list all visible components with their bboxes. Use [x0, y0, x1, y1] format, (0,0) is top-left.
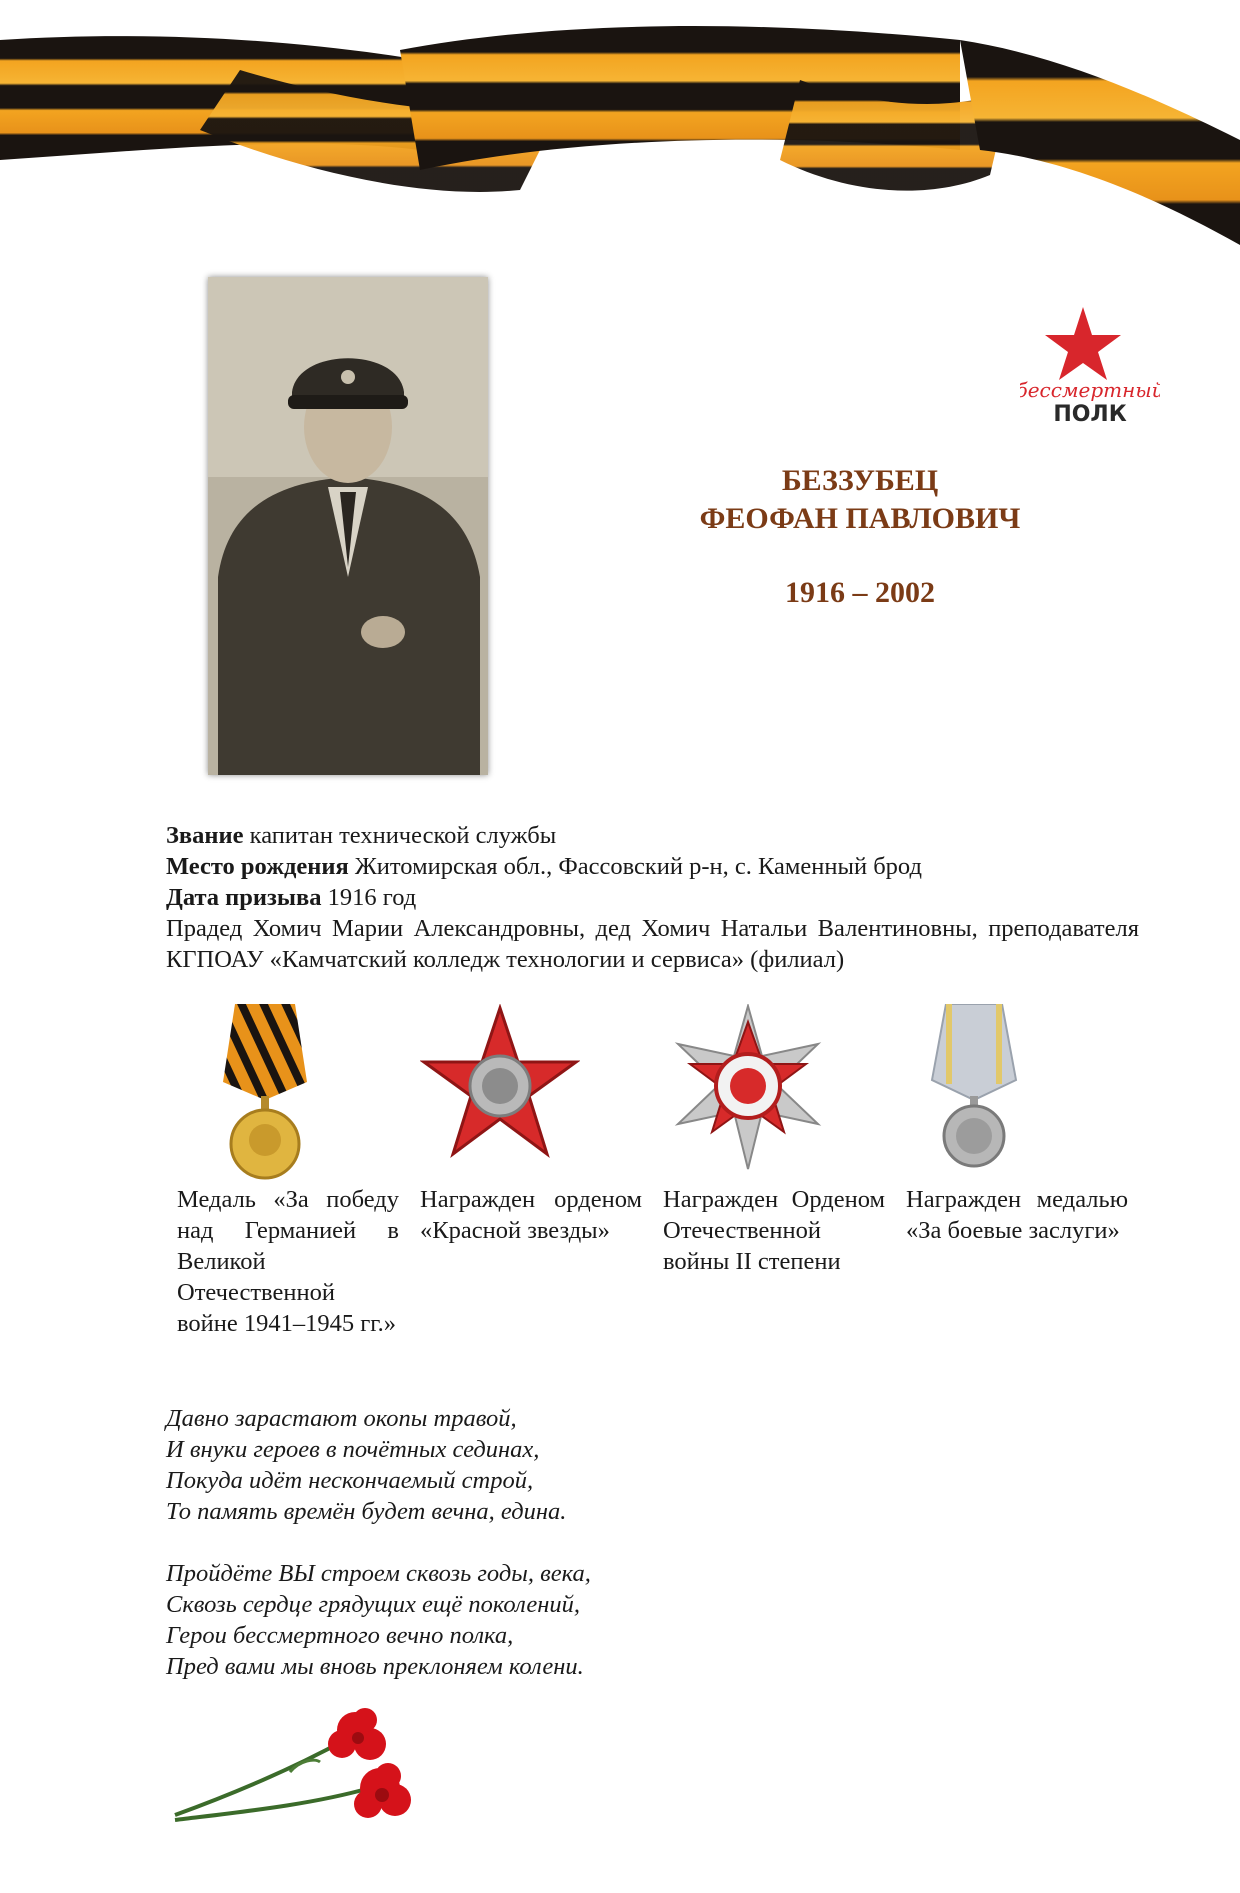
poem-line: То память времён будет вечна, едина. — [166, 1498, 567, 1525]
award-4-caption: Награжден медалью «За боевые заслуги» — [906, 1186, 1128, 1244]
award-2-caption: Награжден орденом «Красной звезды» — [420, 1186, 642, 1244]
poem-line: Сквозь сердце грядущих ещё поколений, — [166, 1591, 581, 1618]
logo-line2: ПОЛК — [1053, 402, 1127, 425]
poem — [166, 1403, 866, 1713]
victory-over-germany-medal-icon — [215, 1004, 315, 1184]
surname: БЕЗЗУБЕЦ — [781, 464, 939, 497]
poem-stanza-2 — [166, 1558, 866, 1682]
immortal-regiment-logo — [1020, 305, 1160, 425]
poem-line: Покуда идёт нескончаемый строй, — [166, 1467, 534, 1494]
info-block — [166, 820, 1139, 975]
awards-row — [0, 1004, 1240, 1394]
order-of-patriotic-war-icon — [666, 1004, 831, 1174]
portrait-photo — [208, 277, 488, 775]
st-george-ribbon-icon — [0, 0, 1240, 250]
draft-label: Дата призыва — [166, 884, 322, 911]
given-names: ФЕОФАН ПАВЛОВИЧ — [699, 502, 1021, 536]
logo-line1: бессмертный — [1020, 378, 1160, 402]
award-1-caption: Медаль «За победу над Германией в Великой Отечественной войне 1941–1945 гг.» — [177, 1186, 399, 1337]
poem-line: Пройдёте ВЫ строем сквозь годы, века, — [166, 1560, 591, 1587]
life-years: 1916 – 2002 — [785, 576, 935, 610]
poem-line: Герои бессмертного вечно полка, — [166, 1622, 514, 1649]
poem-line: Пред вами мы вновь преклоняем колени. — [166, 1653, 584, 1680]
birthplace-line — [166, 851, 1139, 882]
rank-value: капитан технической службы — [249, 822, 557, 849]
immortal-regiment-star-icon — [1045, 307, 1121, 380]
birthplace-label: Место рождения — [166, 853, 349, 880]
birthplace-value: Житомирская обл., Фассовский р-н, с. Каменный брод — [354, 853, 922, 880]
relation-text: Прадед Хомич Марии Александровны, дед Хомич Натальи Валентиновны, преподавателя КГПОАУ «Камчатский колледж технологии и сервиса» (филиал) — [166, 915, 1139, 973]
award-3-caption: Награжден Орденом Отечественной войны II степени — [663, 1186, 885, 1275]
medal-for-battle-merit-icon — [924, 1004, 1024, 1174]
rank-line — [166, 820, 1139, 851]
poem-stanza-1 — [166, 1403, 866, 1527]
draft-line — [166, 882, 1139, 913]
order-of-red-star-icon — [420, 1004, 580, 1164]
red-carnations-icon — [170, 1700, 430, 1840]
rank-label: Звание — [166, 822, 244, 849]
name-block — [620, 462, 1100, 612]
draft-value: 1916 год — [327, 884, 417, 911]
poem-line: Давно зарастают окопы травой, — [166, 1405, 517, 1432]
poem-line: И внуки героев в почётных сединах, — [166, 1436, 540, 1463]
